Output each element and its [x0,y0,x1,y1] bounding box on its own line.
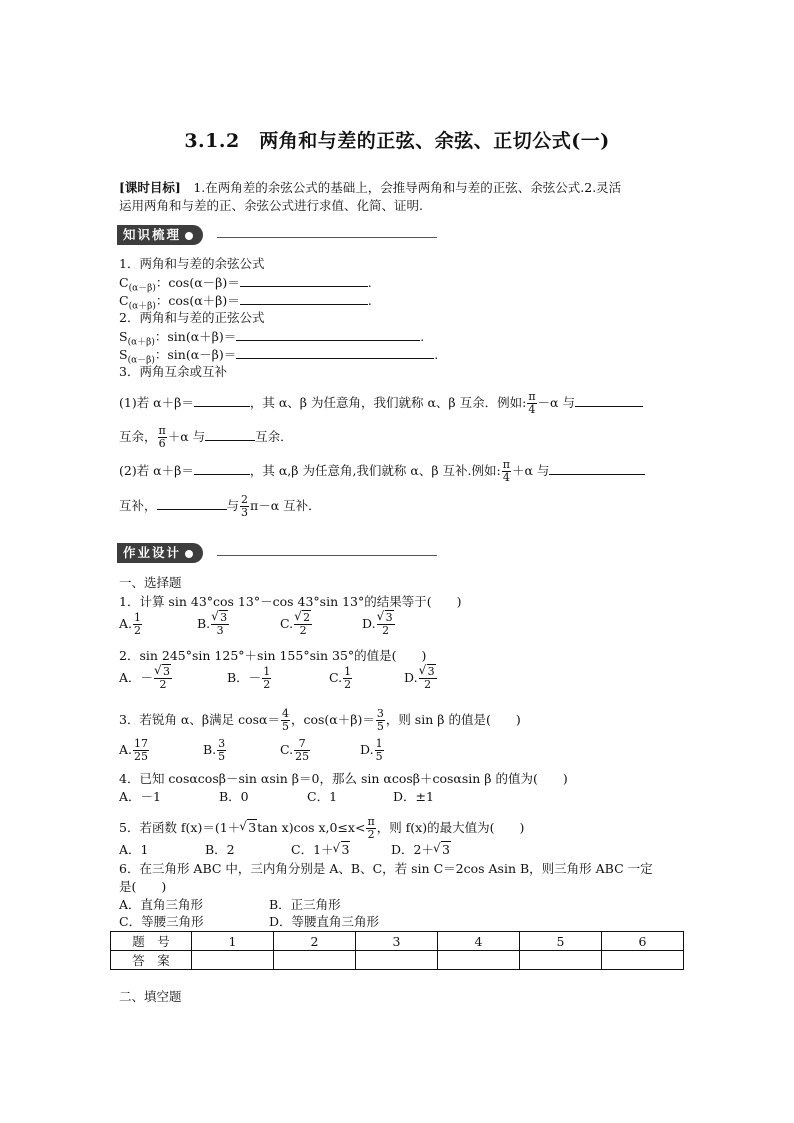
table-row [111,951,684,970]
supplement-line-2: 互补， 与 $\frac{2}{3}$ π－α 互补． [119,493,321,519]
option-a[interactable]: A．直角三角形 [119,897,204,912]
option-d[interactable]: D. $\frac{1}{5}$ [360,737,383,763]
table-header-cell: 6 [602,932,684,951]
question-2: 2．sin 245°sin 125°＋sin 155°sin 35°的值是( ) [119,648,427,663]
option-c[interactable]: C．1 [307,789,338,804]
option-c[interactable]: C．等腰三角形 [119,914,204,929]
option-b[interactable]: B．0 [219,789,249,804]
bullet-dot-icon [185,550,193,558]
option-b[interactable]: B．－ $\frac{1}{2}$ [227,665,271,691]
option-d[interactable]: D．等腰直角三角形 [269,914,380,929]
section-label: 知识梳理 [123,227,182,242]
option-d[interactable]: D．±1 [393,789,434,804]
option-b[interactable]: B．2 [205,842,235,857]
fraction: $\frac{2}{3}$ [241,493,249,519]
lesson-goal-line-1 [119,180,621,196]
section-label: 作业设计 [123,545,182,560]
option-d[interactable]: D．2＋√ 3 [391,842,451,858]
option-a[interactable]: A. $\frac{1}{2}$ [119,611,142,637]
option-d[interactable]: D. √ $\frac{3}{2}$ [404,666,438,691]
question-5: 5．若函数 f(x)＝(1＋√ 3tan x)cos x,0≤x< $\frac{\pi}{2}$ ，则 f(x)的最大值为( ) [119,816,524,841]
option-c[interactable]: C. √ $\frac{2}{2}$ [280,612,313,637]
answer-blank[interactable] [236,328,420,341]
option-b[interactable]: B. $\frac{3}{5}$ [203,737,226,763]
section-tag [117,543,203,563]
answer-blank[interactable] [236,346,434,359]
fill-section-title: 二、填空题 [119,989,182,1004]
question-4: 4．已知 cosαcosβ－sin αsin β＝0，那么 sin αcosβ＋cosαsin β 的值为( ) [119,771,568,786]
lesson-goal-text-1: 1.在两角差的余弦公式的基础上，会推导两角和与差的正弦、余弦公式.2.灵活 [193,180,622,195]
table-header-cell: 1 [192,932,274,951]
answer-blank[interactable] [205,428,255,441]
option-b[interactable]: B. √ $\frac{3}{3}$ [197,612,230,637]
table-header-cell: 4 [438,932,520,951]
answer-blank[interactable] [194,394,250,407]
fraction: $\frac{\pi}{4}$ [502,458,510,484]
section-header-homework [117,543,437,563]
answer-cell[interactable] [602,951,684,970]
bullet-dot-icon [185,232,193,240]
table-header-cell: 5 [520,932,602,951]
option-b[interactable]: B．正三角形 [269,897,341,912]
answer-cell[interactable] [356,951,438,970]
answer-cell[interactable] [438,951,520,970]
formula-c-minus: $C_{(\alpha-\beta)}$：cos(α－β)＝ . [119,275,372,294]
knowledge-heading-3: 3．两角互余或互补 [119,364,227,379]
option-a[interactable]: A．－ √ $\frac{3}{2}$ [119,666,173,691]
answer-table [110,931,684,970]
question-1: 1．计算 sin 43°cos 13°－cos 43°sin 13°的结果等于( ) [119,594,462,609]
lesson-goal-line-2: 运用两角和与差的正、余弦公式进行求值、化简、证明. [119,198,423,213]
question-6-line-1: 6．在三角形 ABC 中，三内角分别是 A、B、C，若 sin C＝2cos Asin B，则三角形 ABC 一定 [119,861,653,876]
lesson-goal-tag: [课时目标] [119,180,181,195]
option-a[interactable]: A．1 [119,842,149,857]
section-tag [117,225,203,245]
fraction: $\frac{\pi}{4}$ [528,390,536,416]
answer-cell[interactable] [520,951,602,970]
answer-blank[interactable] [194,462,250,475]
page-title: 3.1.2 两角和与差的正弦、余弦、正切公式(一) [184,130,610,152]
answer-blank[interactable] [157,497,227,510]
knowledge-heading-2: 2．两角和与差的正弦公式 [119,310,265,325]
table-row-label: 答 案 [111,951,192,970]
option-c[interactable]: C．1＋√ 3 [291,842,350,858]
option-c[interactable]: C. $\frac{1}{2}$ [329,665,352,691]
answer-cell[interactable] [274,951,356,970]
answer-blank[interactable] [240,274,368,287]
formula-s-minus: $S_{(\alpha-\beta)}$：sin(α－β)＝ . [119,347,439,366]
section-rule [217,237,437,238]
fraction: $\frac{\pi}{6}$ [158,424,166,450]
table-header-cell: 2 [274,932,356,951]
section-rule [217,555,437,556]
answer-blank[interactable] [575,394,643,407]
formula-c-plus: $C_{(\alpha+\beta)}$：cos(α＋β)＝ . [119,293,372,312]
complement-line-1: (1)若 α＋β＝ ，其 α、β 为任意角，我们就称 α、β 互余．例如: $\frac{\pi}{4}$ －α 与 [119,391,643,416]
option-d[interactable]: D. √ $\frac{3}{2}$ [362,612,396,637]
section-header-knowledge [117,225,437,245]
table-header-cell: 题 号 [111,932,192,951]
question-6-line-2: 是( ) [119,879,167,894]
option-c[interactable]: C. $\frac{7}{25}$ [280,737,310,763]
supplement-line-1: (2)若 α＋β＝ ，其 α,β 为任意角,我们就称 α、β 互补.例如: $\frac{\pi}{4}$ ＋α 与 [119,459,645,484]
option-a[interactable]: A. $\frac{17}{25}$ [119,737,149,763]
knowledge-heading-1: 1．两角和与差的余弦公式 [119,256,265,271]
answer-cell[interactable] [192,951,274,970]
question-3: 3．若锐角 α、β满足 cosα＝ $\frac{4}{5}$ ，cos(α＋β)＝ $\frac{3}{5}$ ，则 sin β 的值是( ) [119,707,521,733]
formula-s-plus: $S_{(\alpha+\beta)}$：sin(α＋β)＝ . [119,329,425,348]
table-row [111,932,684,951]
choice-section-title: 一、选择题 [119,575,182,590]
answer-blank[interactable] [549,462,645,475]
answer-blank[interactable] [240,292,368,305]
table-header-cell: 3 [356,932,438,951]
option-a[interactable]: A．－1 [119,789,161,804]
complement-line-2: 互余， $\frac{\pi}{6}$ ＋α 与 互余． [119,424,293,450]
